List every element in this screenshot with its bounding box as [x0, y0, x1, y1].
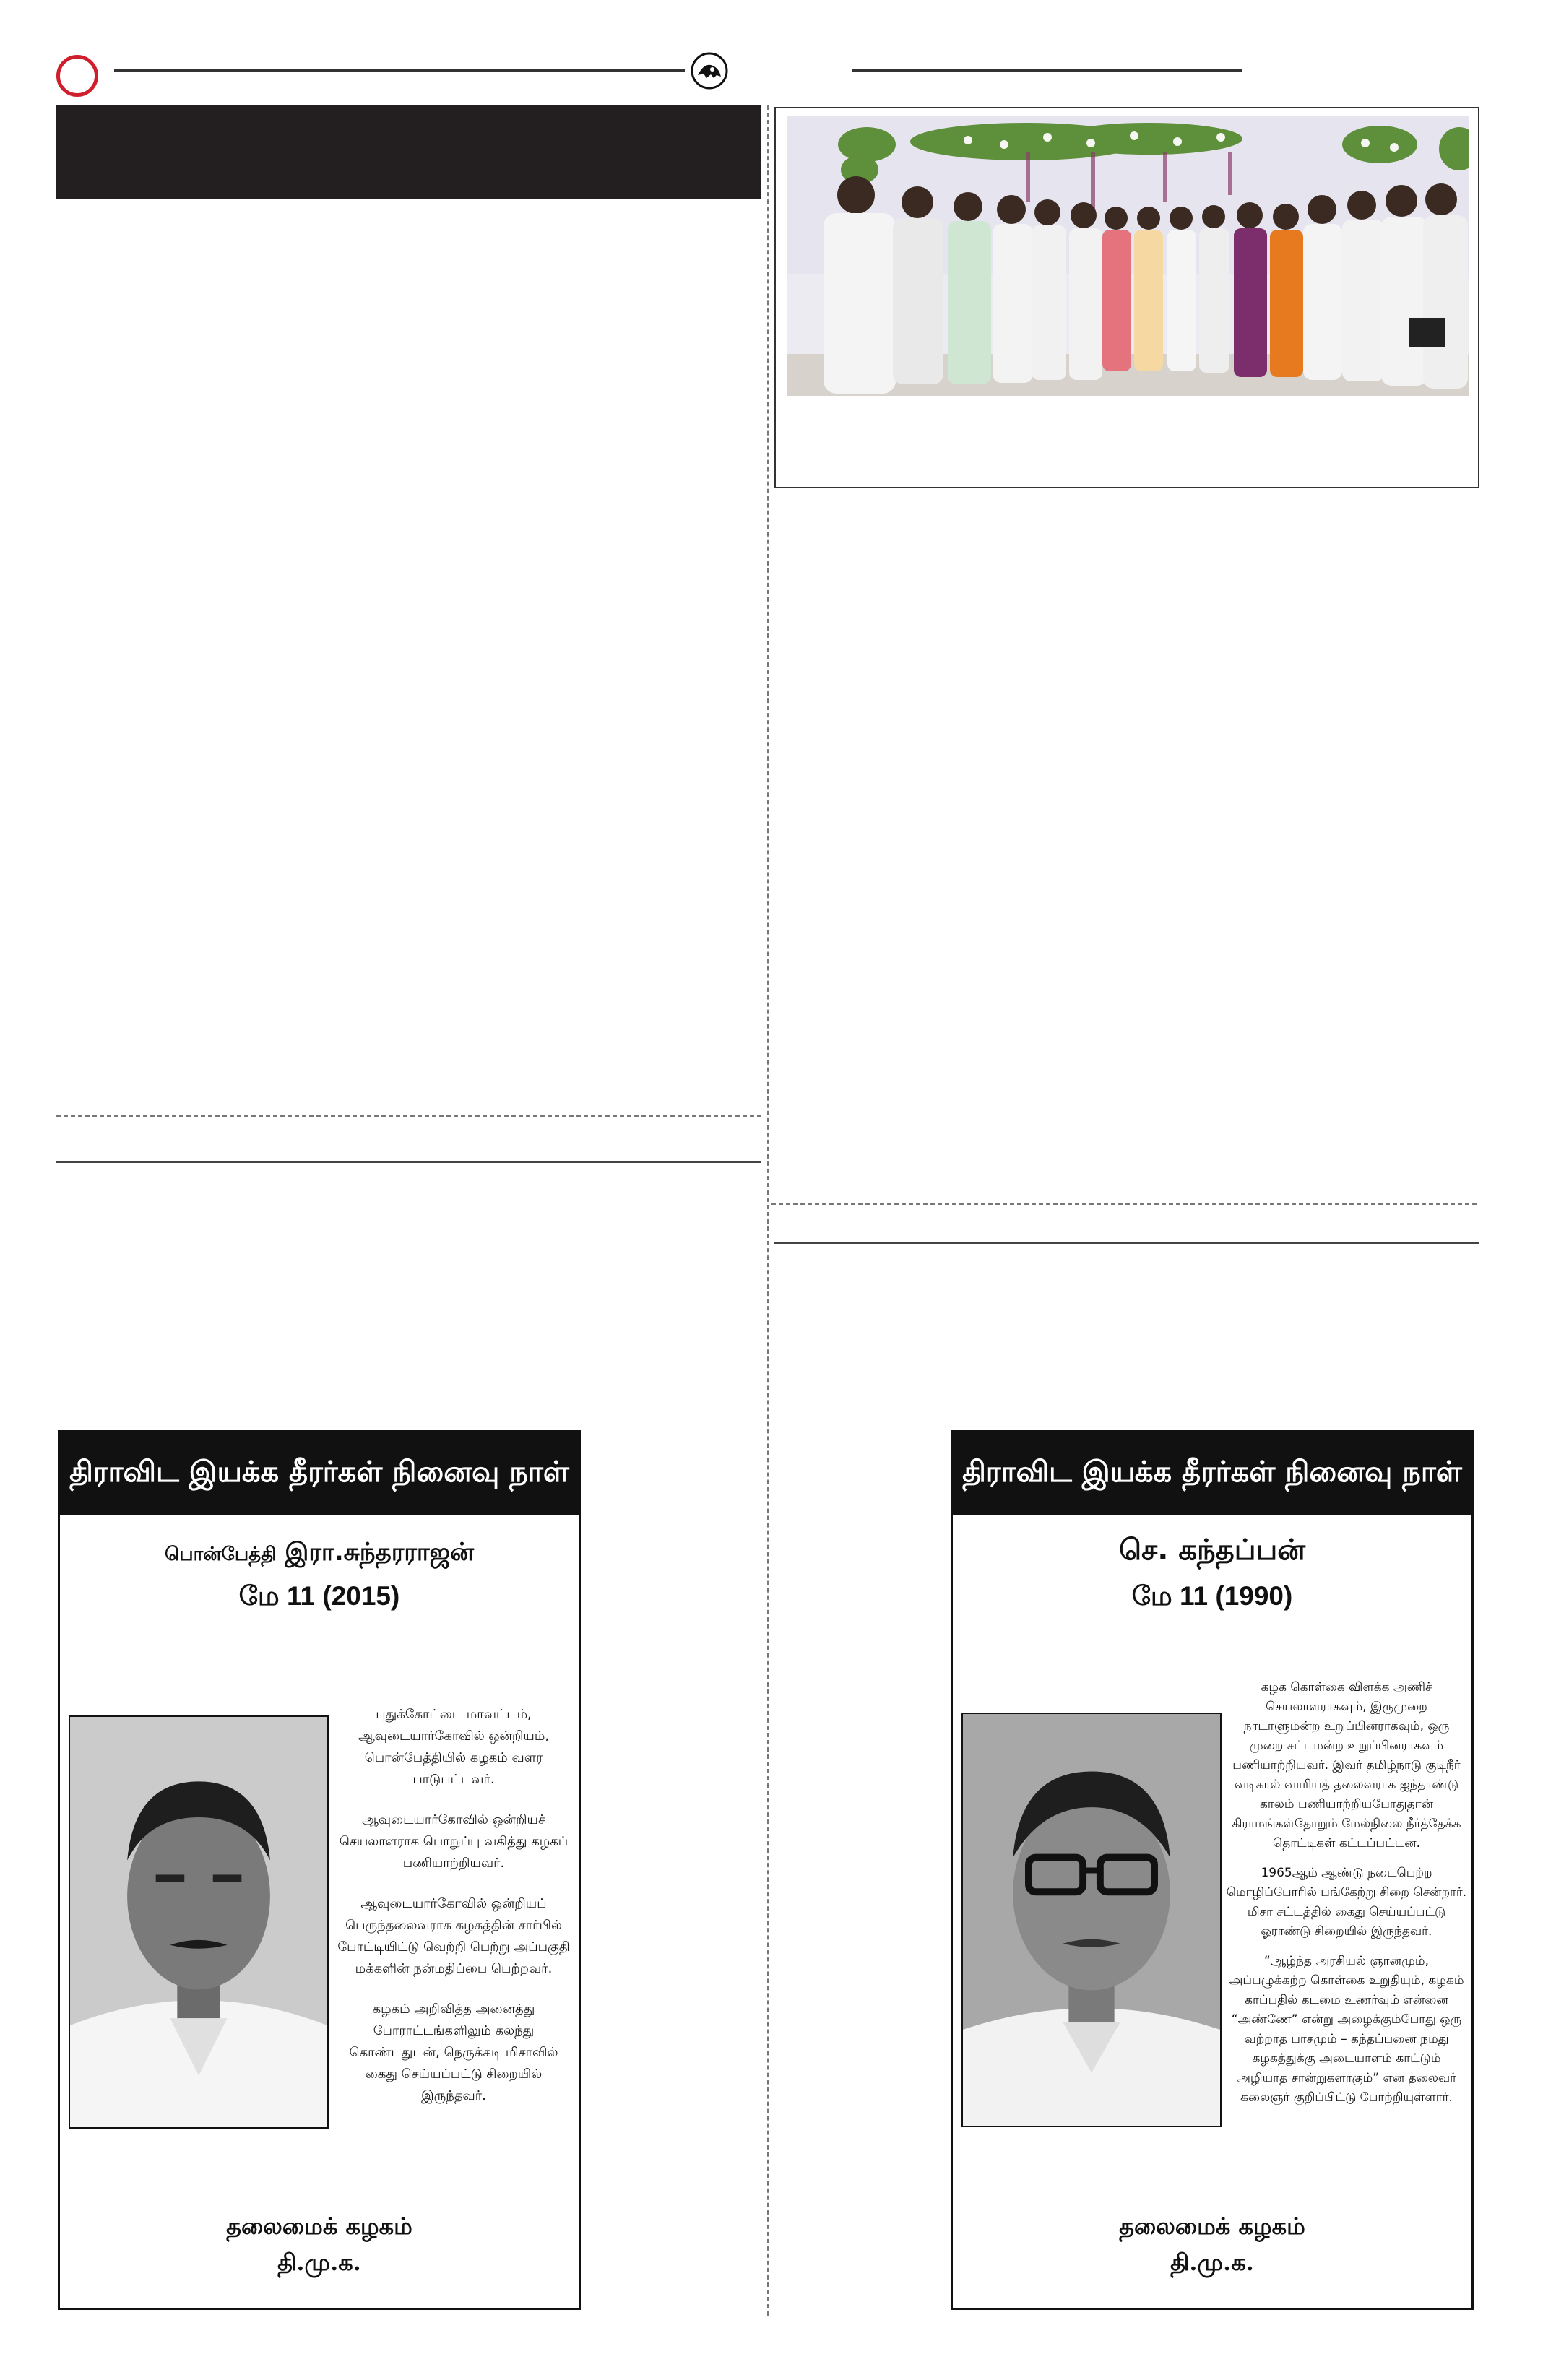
memorial-bio: [1226, 1678, 1467, 2118]
memorial-footer: [60, 2208, 579, 2280]
memorial-banner: திராவிட இயக்க தீரர்கள் நினைவு நாள்: [953, 1432, 1471, 1515]
photo-frame: [774, 107, 1479, 488]
footer-line2: தி.மு.க.: [277, 2249, 361, 2276]
memorial-footer: [953, 2208, 1471, 2280]
right-dashed-separator: [772, 1203, 1477, 1205]
bio-paragraph: 1965ஆம் ஆண்டு நடைபெற்ற மொழிப்போரில் பங்கேற்று சிறை சென்றார். மிசா சட்டத்தில் கைது செய்யப்பட்டு ஓராண்டு சிறையில் இருந்தவர்.: [1226, 1866, 1467, 1939]
bio-paragraph: ஆவுடையார்கோவில் ஒன்றியப் பெருந்தலைவராக கழகத்தின் சார்பில் போட்டியிட்டு வெற்றி பெற்று அப்பகுதி மக்களின் நன்மதிப்பை பெற்றவர்.: [337, 1896, 570, 1976]
footer-line1: தலைமைக் கழகம்: [226, 2212, 412, 2240]
memorial-card-sundararajan: [58, 1430, 581, 2310]
bio-paragraph: “ஆழ்ந்த அரசியல் ஞானமும், அப்பழுக்கற்ற கொள்கை உறுதியும், கழகம் காப்பதில் கடமை உணர்வும் என்னை “அண்ணே” என்று அழைக்கும்போது ஒரு வற்றாத பாசமும் – கந்தப்பனை நமது கழகத்துக்கு அடையாளம் காட்டும் அழியாத சான்றுகளாகும்” என தலைவர் கலைஞர் குறிப்பிட்டு போற்றியுள்ளார்.: [1229, 1954, 1464, 2105]
memorial-name: செ. கந்தப்பன்: [1118, 1533, 1306, 1567]
footer-line2: தி.மு.க.: [1170, 2249, 1254, 2276]
bio-paragraph: ஆவுடையார்கோவில் ஒன்றியச் செயலாளராக பொறுப்பு வகித்து கழகப் பணியாற்றியவர்.: [339, 1812, 569, 1871]
bio-paragraph: கழக கொள்கை விளக்க அணிச் செயலாளராகவும், இருமுறை நாடாளுமன்ற உறுப்பினராகவும், ஒரு முறை சட்டமன்ற உறுப்பினராகவும் பணியாற்றியவர். இவர் தமிழ்நாடு குடிநீர் வடிகால் வாரியத் தலைவராக ஐந்தாண்டு காலம் பணியாற்றியபோதுதான் கிராமங்கள்தோறும் மேல்நிலை நீர்த்தேக்க தொட்டிகள் கட்டப்பட்டன.: [1232, 1680, 1461, 1851]
rising-sun-emblem-icon: [689, 51, 730, 91]
header-rule-left: [114, 69, 685, 72]
left-rule: [56, 1161, 761, 1163]
memorial-card-kandappan: [951, 1430, 1474, 2310]
memorial-date: மே 11 (1990): [1131, 1581, 1293, 1611]
right-rule: [774, 1242, 1479, 1244]
memorial-name: [60, 1538, 579, 1570]
memorial-bio: [334, 1704, 573, 2126]
portrait-photo: [69, 1715, 329, 2129]
memorial-date: மே 11 (2015): [238, 1581, 400, 1611]
name-prefix: பொன்பேத்தி: [165, 1544, 277, 1565]
memorial-banner: திராவிட இயக்க தீரர்கள் நினைவு நாள்: [60, 1432, 579, 1515]
bio-paragraph: கழகம் அறிவித்த அனைத்து போராட்டங்களிலும் கலந்து கொண்டதுடன், நெருக்கடி மிசாவில் கைது செய்யப்பட்டு சிறையில் இருந்தவர்.: [349, 2002, 558, 2103]
name-main: இரா.சுந்தரராஜன்: [285, 1538, 474, 1567]
bio-paragraph: புதுக்கோட்டை மாவட்டம், ஆவுடையார்கோவில் ஒன்றியம், பொன்பேத்தியில் கழகம் வளர பாடுபட்டவர்.: [358, 1707, 550, 1787]
left-dashed-separator: [56, 1115, 761, 1117]
headline-bar: [56, 105, 761, 199]
column-divider: [767, 105, 769, 2316]
wedding-group-photo: [787, 116, 1469, 396]
header-rule-right: [852, 69, 1242, 72]
page-number-circle-icon: [56, 55, 98, 97]
portrait-photo: [961, 1713, 1222, 2127]
footer-line1: தலைமைக் கழகம்: [1119, 2212, 1305, 2240]
